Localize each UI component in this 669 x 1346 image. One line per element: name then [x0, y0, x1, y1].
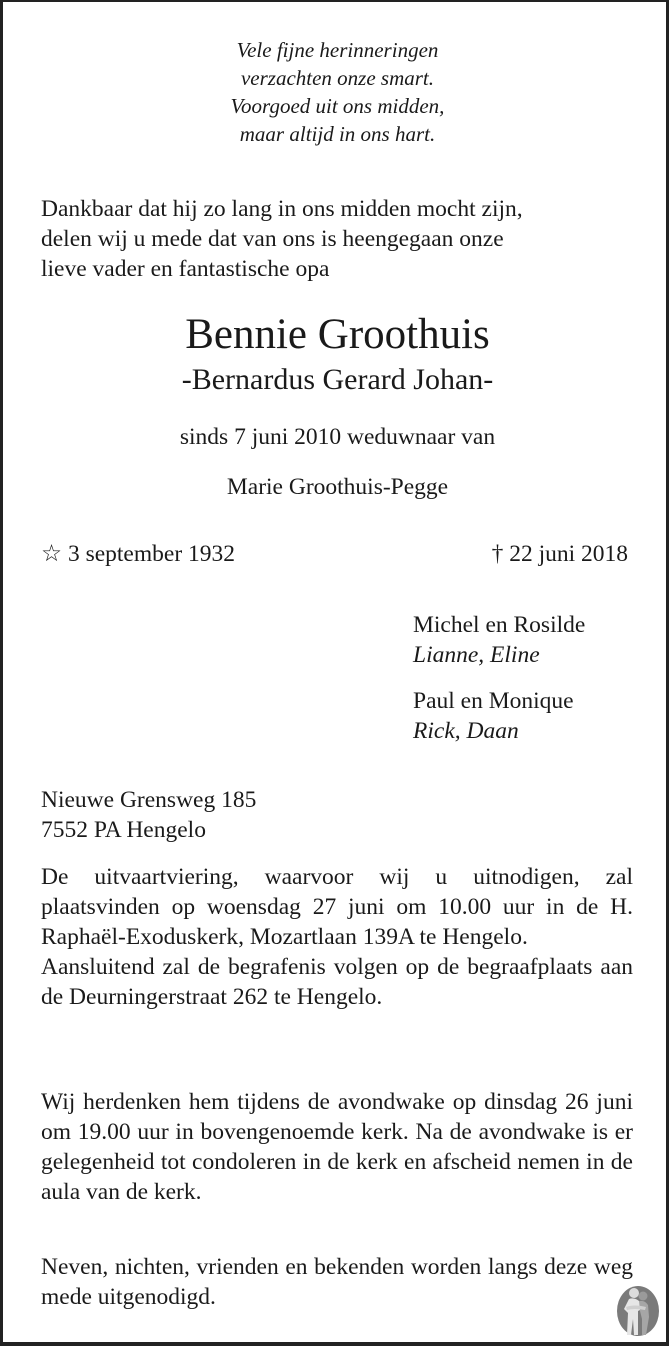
family-children: Rick, Daan: [413, 718, 519, 744]
death-date: [492, 539, 628, 569]
poem-line: maar altijd in ons hart.: [239, 122, 436, 146]
address-city: 7552 PA Hengelo: [41, 817, 206, 843]
correspondence-address: [41, 785, 256, 845]
address-street: Nieuwe Grensweg 185: [41, 787, 257, 813]
poem: [3, 36, 669, 148]
intro-line: lieve vader en fantastische opa: [41, 256, 330, 282]
birth-date-text: 3 september 1932: [67, 541, 236, 567]
family-group: [413, 610, 585, 670]
spouse-name: Marie Groothuis-Pegge: [226, 474, 449, 500]
intro-text: [41, 194, 636, 284]
invitation-info: [41, 1252, 633, 1312]
deceased-name: Bennie Groothuis: [185, 311, 490, 358]
poem-line: Vele fijne herinneringen: [236, 38, 439, 62]
widower-line: sinds 7 juni 2010 weduwnaar van: [179, 424, 496, 450]
poem-line: verzachten onze smart.: [240, 66, 435, 90]
star-icon: ☆: [41, 541, 63, 567]
funeral-info: [41, 862, 633, 1012]
death-date-text: 22 juni 2018: [509, 541, 628, 567]
poem-line: Voorgoed uit ons midden,: [230, 94, 445, 118]
cross-icon: †: [491, 541, 504, 567]
invitation-paragraph: Neven, nichten, vrienden en bekenden worden langs deze weg mede uitgenodigd.: [41, 1254, 633, 1310]
family-couple: Michel en Rosilde: [413, 612, 586, 638]
vigil-info: [41, 1087, 633, 1207]
deceased-full-name: -Bernardus Gerard Johan-: [181, 363, 494, 396]
birth-date: [41, 539, 235, 569]
family-children: Lianne, Eline: [413, 642, 540, 668]
intro-line: delen wij u mede dat van ons is heengegaan onze: [41, 226, 504, 252]
family-group: [413, 686, 574, 746]
burial-paragraph: Aansluitend zal de begrafenis volgen op de begraafplaats aan de Deurningerstraat 262 te Hengelo.: [41, 954, 633, 1010]
embracing-figures-icon: [612, 1285, 664, 1337]
funeral-paragraph: De uitvaartviering, waarvoor wij u uitnodigen, zal plaatsvinden op woensdag 27 juni om 10.00 uur in de H. Raphaël-Exoduskerk, Mozartlaan 139A te Hengelo.: [41, 864, 633, 950]
family-couple: Paul en Monique: [413, 688, 574, 714]
intro-line: Dankbaar dat hij zo lang in ons midden mocht zijn,: [41, 196, 523, 222]
vigil-paragraph: Wij herdenken hem tijdens de avondwake op dinsdag 26 juni om 19.00 uur in bovengenoemde kerk. Na de avondwake is er gelegenheid tot condoleren in de kerk en afscheid nemen in de aula van de kerk.: [41, 1089, 633, 1205]
